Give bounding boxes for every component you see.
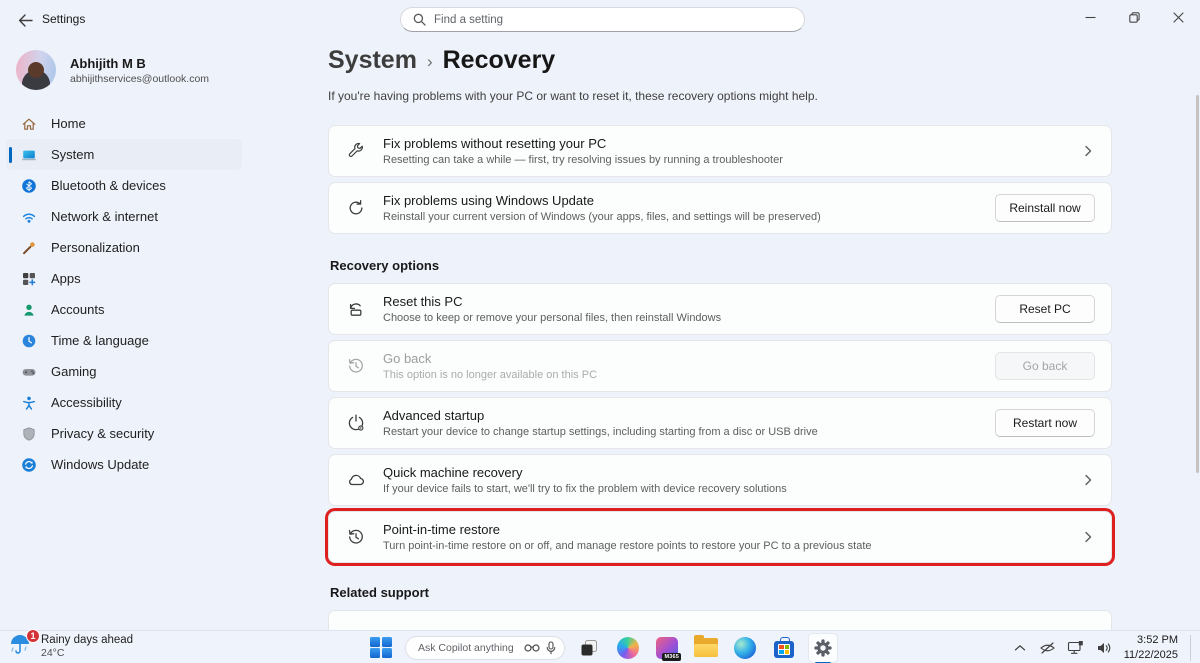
sidebar-item-bluetooth-devices[interactable] xyxy=(6,170,242,201)
m365-copilot-button[interactable] xyxy=(652,633,682,663)
card-title: Go back xyxy=(383,351,432,366)
card-title: Reset this PC xyxy=(383,294,463,309)
sidebar-item-personalization[interactable] xyxy=(6,232,242,263)
chevron-up-icon xyxy=(1014,644,1026,652)
sidebar-item-gaming[interactable] xyxy=(6,356,242,387)
sidebar-item-label: Gaming xyxy=(51,364,97,379)
sidebar-item-label: Windows Update xyxy=(51,457,150,472)
sidebar-item-accounts[interactable] xyxy=(6,294,242,325)
sidebar-item-label: Network & internet xyxy=(51,209,158,224)
page-title: Recovery xyxy=(442,46,556,74)
sidebar-nav xyxy=(0,108,248,480)
section-related-support: Related support xyxy=(330,585,429,600)
windows-logo-icon xyxy=(370,637,392,659)
close-button[interactable] xyxy=(1156,0,1200,34)
sidebar-item-windows-update[interactable] xyxy=(6,449,242,480)
sidebar-item-accessibility[interactable] xyxy=(6,387,242,418)
sidebar-item-home[interactable] xyxy=(6,108,242,139)
tray-chevron-button[interactable] xyxy=(1008,635,1032,661)
sidebar-item-label: Accessibility xyxy=(51,395,122,410)
card-title: Fix problems using Windows Update xyxy=(383,193,594,208)
sidebar-item-network-internet[interactable] xyxy=(6,201,242,232)
accessibility-icon xyxy=(20,394,37,411)
file-explorer-button[interactable] xyxy=(691,633,721,663)
sidebar-item-label: Accounts xyxy=(51,302,105,317)
titlebar xyxy=(0,0,1200,38)
gaming-icon xyxy=(20,363,37,380)
m365-badge: M365 xyxy=(664,653,679,660)
tray-date: 11/22/2025 xyxy=(1123,648,1178,661)
taskbar xyxy=(0,630,1200,663)
edge-button[interactable] xyxy=(730,633,760,663)
accounts-icon xyxy=(20,301,37,318)
avatar xyxy=(16,50,56,90)
minimize-button[interactable] xyxy=(1068,0,1112,34)
copilot-search-box[interactable] xyxy=(405,636,565,660)
personalization-icon xyxy=(20,239,37,256)
start-button[interactable] xyxy=(366,633,396,663)
history-icon xyxy=(345,526,367,548)
chevron-right-icon xyxy=(1081,144,1095,158)
card-title: Advanced startup xyxy=(383,408,485,423)
reset-pc-button[interactable]: Reset PC xyxy=(995,295,1095,323)
chevron-right-icon xyxy=(1081,473,1095,487)
sidebar-item-time-language[interactable] xyxy=(6,325,242,356)
card-subtitle: Restart your device to change startup settings, including starting from a disc or USB drive xyxy=(383,426,818,438)
go-back-button[interactable]: Go back xyxy=(995,352,1095,380)
card-point-in-time-restore[interactable] xyxy=(328,511,1112,563)
task-view-button[interactable] xyxy=(574,633,604,663)
card-subtitle: This option is no longer available on this PC xyxy=(383,369,598,381)
weather-temperature: 24°C xyxy=(41,646,65,659)
card-subtitle: Reinstall your current version of Windows (your apps, files, and settings will be preserved) xyxy=(383,211,821,223)
tray-time: 3:52 PM xyxy=(1137,634,1178,647)
eye-slash-icon xyxy=(1039,641,1056,655)
card-title: Fix problems without resetting your PC xyxy=(383,136,607,151)
breadcrumb-system[interactable]: System xyxy=(328,46,417,74)
wrench-icon xyxy=(345,140,367,162)
settings-search-box[interactable] xyxy=(400,7,805,32)
sidebar-item-label: System xyxy=(51,147,95,162)
app-title: Settings xyxy=(42,12,86,26)
card-title: Point-in-time restore xyxy=(383,522,501,537)
taskbar-center xyxy=(366,631,838,663)
power-gear-icon xyxy=(345,412,367,434)
apps-icon xyxy=(20,270,37,287)
bluetooth-icon xyxy=(20,177,37,194)
file-explorer-icon xyxy=(694,638,718,657)
weather-widget[interactable] xyxy=(8,633,133,659)
sidebar-item-label: Apps xyxy=(51,271,81,286)
cloud-icon xyxy=(345,469,367,491)
sidebar-item-label: Personalization xyxy=(51,240,140,255)
breadcrumb-separator: › xyxy=(426,52,433,71)
sidebar xyxy=(0,38,248,630)
task-view-icon xyxy=(579,638,599,658)
speaker-icon xyxy=(1096,641,1112,655)
card-go-back xyxy=(328,340,1112,392)
notification-badge: 1 xyxy=(26,629,40,643)
user-name: Abhijith M B xyxy=(70,55,146,71)
card-reset-this-pc xyxy=(328,283,1112,335)
microsoft-store-icon xyxy=(774,641,794,658)
time-language-icon xyxy=(20,332,37,349)
copilot-vision-icon[interactable] xyxy=(524,642,540,653)
user-email: abhijithservices@outlook.com xyxy=(70,72,210,85)
vertical-scrollbar[interactable] xyxy=(1196,95,1199,473)
sidebar-item-privacy-security[interactable] xyxy=(6,418,242,449)
copilot-icon xyxy=(617,637,639,659)
window-controls xyxy=(1068,0,1200,34)
weather-headline: Rainy days ahead xyxy=(41,633,134,646)
card-quick-machine-recovery[interactable] xyxy=(328,454,1112,506)
system-tray xyxy=(1008,631,1194,663)
main-content xyxy=(328,38,1112,632)
card-title: Quick machine recovery xyxy=(383,465,523,480)
card-fix-windows-update xyxy=(328,182,1112,234)
system-icon xyxy=(20,146,37,163)
privacy-shield-icon xyxy=(20,425,37,442)
card-subtitle: Choose to keep or remove your personal files, then reinstall Windows xyxy=(383,312,722,324)
chevron-right-icon xyxy=(1081,530,1095,544)
sidebar-item-label: Home xyxy=(51,116,86,131)
card-fix-without-reset[interactable] xyxy=(328,125,1112,177)
windows-update-icon xyxy=(20,456,37,473)
network-tray-button[interactable] xyxy=(1064,635,1088,661)
history-icon xyxy=(345,355,367,377)
close-icon xyxy=(1173,12,1184,23)
sidebar-item-apps[interactable] xyxy=(6,263,242,294)
breadcrumb xyxy=(328,46,1112,75)
gear-icon xyxy=(813,638,833,658)
copilot-button[interactable] xyxy=(613,633,643,663)
back-button[interactable] xyxy=(12,9,38,31)
microsoft-store-button[interactable] xyxy=(769,633,799,663)
refresh-icon xyxy=(345,197,367,219)
sidebar-item-label: Privacy & security xyxy=(51,426,155,441)
sidebar-item-label: Bluetooth & devices xyxy=(51,178,166,193)
section-recovery-options: Recovery options xyxy=(330,258,440,273)
volume-button[interactable] xyxy=(1092,635,1116,661)
card-advanced-startup xyxy=(328,397,1112,449)
back-arrow-icon xyxy=(18,14,33,27)
copilot-search-input[interactable] xyxy=(418,642,518,654)
card-subtitle: Turn point-in-time restore on or off, and manage restore points to restore your PC to a previous state xyxy=(383,540,872,552)
network-icon xyxy=(20,208,37,225)
ethernet-network-icon xyxy=(1067,640,1084,655)
privacy-eye-button[interactable] xyxy=(1036,635,1060,661)
reinstall-now-button[interactable]: Reinstall now xyxy=(995,194,1095,222)
settings-search-input[interactable] xyxy=(434,14,792,26)
home-icon xyxy=(20,115,37,132)
clock-widget[interactable] xyxy=(1120,631,1184,663)
reset-pc-icon xyxy=(345,298,367,320)
minimize-icon xyxy=(1085,12,1096,23)
search-icon xyxy=(413,13,426,26)
settings-app-button[interactable] xyxy=(808,633,838,663)
user-profile[interactable] xyxy=(16,50,232,90)
microphone-icon[interactable] xyxy=(546,641,556,655)
related-support-card[interactable] xyxy=(328,610,1112,632)
sidebar-item-system[interactable] xyxy=(6,139,242,170)
m365-copilot-icon xyxy=(656,637,678,659)
page-description: If you're having problems with your PC or want to reset it, these recovery options might help. xyxy=(328,89,818,103)
restore-button[interactable] xyxy=(1112,0,1156,34)
sidebar-item-label: Time & language xyxy=(51,333,149,348)
card-subtitle: Resetting can take a while — first, try resolving issues by running a troubleshooter xyxy=(383,154,783,166)
edge-icon xyxy=(734,637,756,659)
restore-icon xyxy=(1129,12,1140,23)
card-subtitle: If your device fails to start, we'll try to fix the problem with device recovery solutions xyxy=(383,483,787,495)
show-desktop-button[interactable] xyxy=(1190,635,1194,661)
restart-now-button[interactable]: Restart now xyxy=(995,409,1095,437)
